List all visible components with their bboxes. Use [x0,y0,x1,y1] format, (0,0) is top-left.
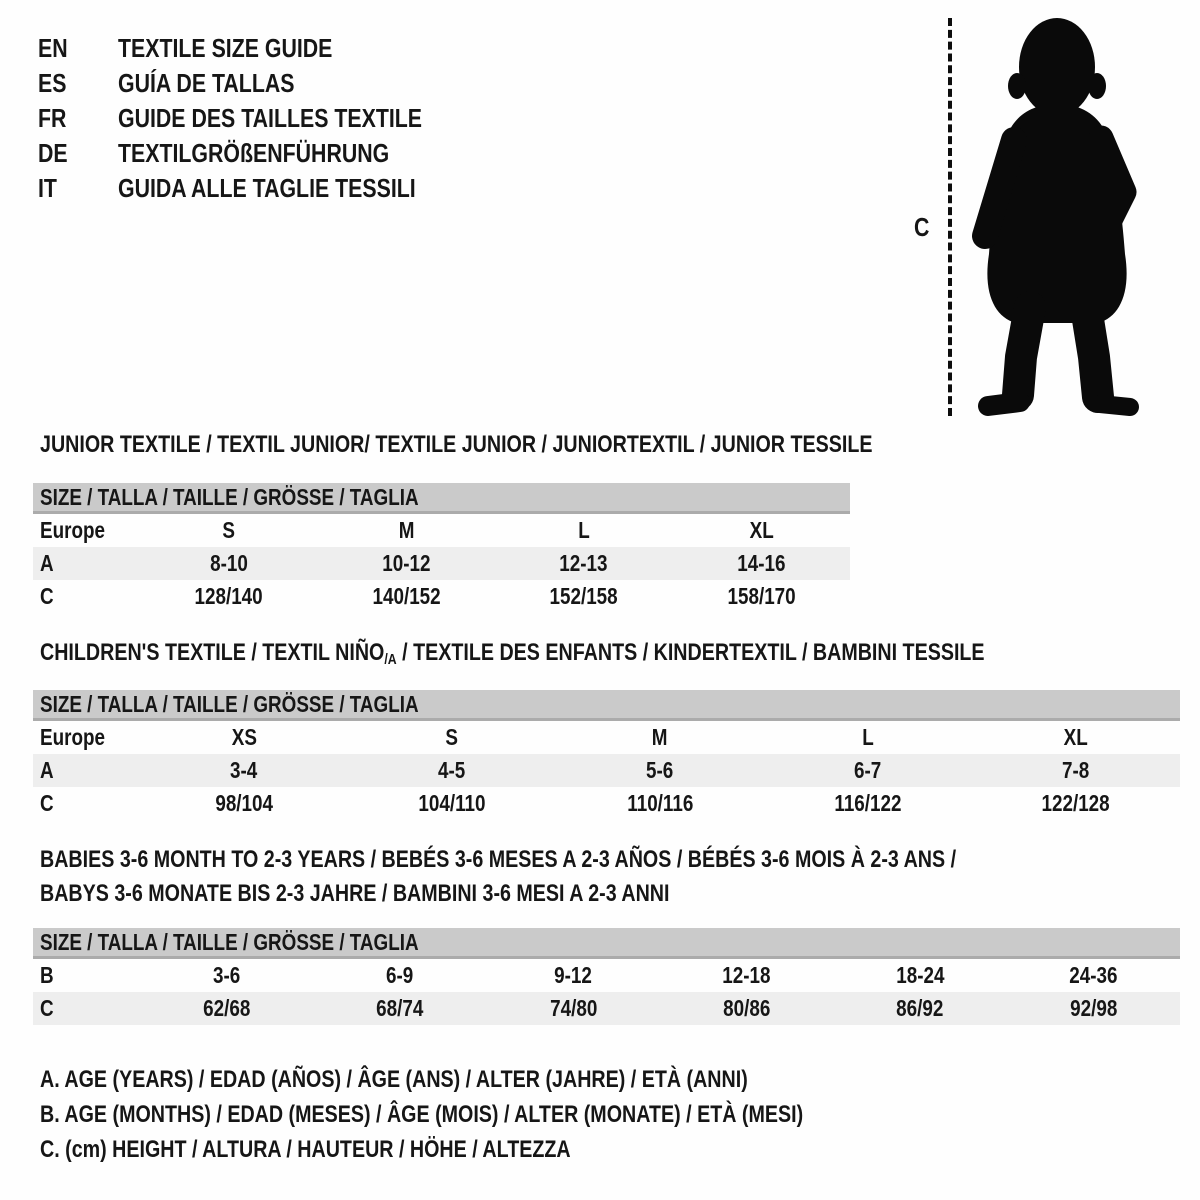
height-cell: 116/122 [834,790,902,816]
height-marker-label: C [914,212,930,242]
legend-line-b: B. AGE (MONTHS) / EDAD (MESES) / ÂGE (MOIS) / ALTER (MONATE) / ETÀ (MESI) [40,1101,804,1128]
table-row-europe [33,721,1180,754]
row-label: Europe [40,724,105,750]
age-cell: 14-16 [737,550,786,576]
table-row-age [33,754,1180,787]
row-label: C [40,583,54,609]
height-cell: 62/68 [203,995,251,1021]
height-cell: 74/80 [549,995,597,1021]
height-cell: 152/158 [549,583,618,609]
height-cell: 92/98 [1069,995,1117,1021]
babies-section-title-line2: BABYS 3-6 MONATE BIS 2-3 JAHRE / BAMBINI 3-6 MESI A 2-3 ANNI [40,880,670,907]
row-label: C [40,790,54,816]
language-code: DE [38,138,68,168]
months-cell: 6-9 [386,962,414,988]
language-title: GUÍA DE TALLAS [118,68,295,98]
months-cell: 18-24 [895,962,945,988]
junior-size-table [33,483,850,613]
toddler-silhouette-icon [958,12,1148,422]
language-row-de [38,136,489,171]
age-cell: 8-10 [209,550,248,576]
language-row-es [38,66,489,101]
language-code: ES [38,68,67,98]
age-cell: 4-5 [438,757,466,783]
language-code: IT [38,173,57,203]
language-row-it [38,171,489,206]
size-header-bar [33,690,1180,721]
size-header-label: SIZE / TALLA / TAILLE / GRÖSSE / TAGLIA [40,691,419,717]
size-header-label: SIZE / TALLA / TAILLE / GRÖSSE / TAGLIA [40,484,419,510]
children-size-table [33,690,1180,820]
language-row-fr [38,101,489,136]
size-cell: XL [1063,724,1089,750]
size-cell: M [398,517,415,543]
size-cell: S [445,724,459,750]
height-dashed-line [948,18,952,416]
height-cell: 68/74 [376,995,424,1021]
language-list [38,31,489,206]
row-label: C [40,995,54,1021]
height-cell: 122/128 [1041,790,1111,816]
months-cell: 12-18 [722,962,771,988]
table-row-height [33,580,850,613]
legend [40,1062,971,1167]
height-cell: 80/86 [723,995,771,1021]
height-cell: 104/110 [418,790,486,816]
babies-size-table [33,928,1180,1025]
table-row-height [33,992,1180,1025]
children-title-main: CHILDREN'S TEXTILE / TEXTIL NIÑO [40,639,385,666]
language-title: GUIDA ALLE TAGLIE TESSILI [118,173,416,203]
size-cell: XL [749,517,774,543]
age-cell: 5-6 [646,757,674,783]
size-cell: XS [231,724,257,750]
size-header-bar [33,928,1180,959]
language-title: TEXTILE SIZE GUIDE [118,33,333,63]
age-cell: 6-7 [854,757,882,783]
size-header-label: SIZE / TALLA / TAILLE / GRÖSSE / TAGLIA [40,929,419,955]
legend-line-c: C. (cm) HEIGHT / ALTURA / HAUTEUR / HÖHE / ALTEZZA [40,1136,571,1163]
children-title-rest: / TEXTILE DES ENFANTS / KINDERTEXTIL / BAMBINI TESSILE [396,639,985,666]
language-title: TEXTILGRÖßENFÜHRUNG [118,138,390,168]
table-row-europe [33,514,850,547]
legend-line-a: A. AGE (YEARS) / EDAD (AÑOS) / ÂGE (ANS) / ALTER (JAHRE) / ETÀ (ANNI) [40,1066,748,1093]
table-row-age [33,547,850,580]
height-cell: 86/92 [896,995,944,1021]
junior-section-title: JUNIOR TEXTILE / TEXTIL JUNIOR/ TEXTILE JUNIOR / JUNIORTEXTIL / JUNIOR TESSILE [40,431,873,458]
language-title: GUIDE DES TAILLES TEXTILE [118,103,423,133]
row-label: B [40,962,54,988]
language-code: EN [38,33,68,63]
months-cell: 9-12 [554,962,593,988]
age-cell: 3-4 [230,757,258,783]
language-row-en [38,31,489,66]
age-cell: 10-12 [382,550,431,576]
age-cell: 7-8 [1062,757,1090,783]
months-cell: 24-36 [1069,962,1118,988]
size-cell: M [652,724,668,750]
babies-section-title-line1: BABIES 3-6 MONTH TO 2-3 YEARS / BEBÉS 3-6 MESES A 2-3 AÑOS / BÉBÉS 3-6 MOIS À 2-3 ANS / [40,846,957,873]
size-cell: L [577,517,590,543]
table-row-months [33,959,1180,992]
size-cell: L [862,724,874,750]
height-cell: 128/140 [194,583,263,609]
children-section-title [40,639,985,673]
size-cell: S [222,517,236,543]
language-code: FR [38,103,67,133]
age-cell: 12-13 [559,550,608,576]
table-row-height [33,787,1180,820]
height-cell: 158/170 [727,583,796,609]
row-label: A [40,550,54,576]
row-label: Europe [40,517,105,543]
children-title-sub: /A [384,651,397,668]
row-label: A [40,757,54,783]
size-header-bar [33,483,850,514]
height-cell: 98/104 [215,790,273,816]
months-cell: 3-6 [213,962,241,988]
height-cell: 140/152 [372,583,441,609]
height-cell: 110/116 [626,790,694,816]
